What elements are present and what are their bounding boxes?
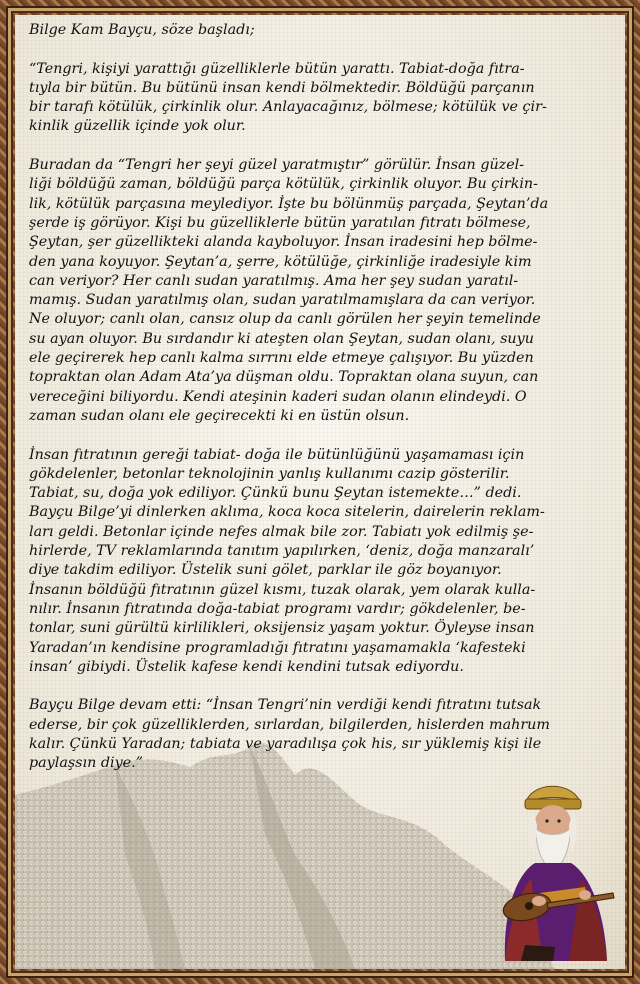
paragraph-2: Buradan da “Tengri her şeyi güzel yaratmıştır” görülür. İnsan güzel- liği böldüğü zaman, böldüğü parça kötülük, çirkinlik oluyor. Bu çirkin- lik, kötülük parçasına meylediyor. İşte bu bölünmüş parçada, Şeytan’da şerde iş görüyor. Kişi bu güzelliklerle bütün yaratılan fıtratı bölmese, Şeytan, şer güzellikteki alanda kayboluyor. İnsan iradesini hep bölme- den yana koyuyor. Şeytan’a, şerre, kötülüğe, çirkinliğe iradesiyle kim can veriyor? Her canlı sudan yaratılmış. Ama her şey sudan yaratıl- mamış. Sudan yaratılmış olan, sudan yaratılmamışlara da can veriyor. Ne oluyor; canlı olan, cansız olup da canlı görülen her şeyin temelinde su ayan oluyor. Bu sırdandır ki ateşten olan Şeytan, sudan olanı, suyu ele geçirerek hep canlı kalma sırrını elde etmeye çalışıyor. Bu yüzden topraktan olan Adam Ata’ya düşman oldu. Topraktan olana suyun, can vereceğini biliyordu. Kendi ateşinin kaderi sudan olanın elindeydi. O zaman sudan olanı ele geçirecekti ki en üstün olsun. <box>29 157 549 424</box>
paragraph-1: “Tengri, kişiyi yarattığı güzelliklerle bütün yarattı. Tabiat-doğa fıtra- tıyla bir bütün. Bu bütünü insan kendi bölmektedir. Böldüğü parçanın bir tarafı kötülük, çirkinlik olur. Anlayacağınız, bölmese; kötülük ve çir- kinlik güzellik içinde yok olur. <box>29 60 547 135</box>
intro-line: Bilge Kam Bayçu, söze başladı; <box>29 22 255 38</box>
paragraph-4: Bayçu Bilge devam etti: “İnsan Tengri’nin verdiği kendi fıtratını tutsak ederse, bir çok güzelliklerden, sırlardan, bilgilerden, hislerden mahrum kalır. Çünkü Yaradan; tabiata ve yaradılışa çok his, sır yüklemiş kişi ile paylaşsın diye.” <box>29 697 550 772</box>
bard-with-lute-illustration <box>485 775 617 961</box>
paragraph-3: İnsan fıtratının gereği tabiat- doğa ile bütünlüğünü yaşamaması için gökdelenler, betonlar teknolojinin yanlış kullanımı cazip gösterilir. Tabiat, su, doğa yok ediliyor. Çünkü bunu Şeytan istemekte…” dedi. Bayçu Bilge’yi dinlerken aklıma, koca koca sitelerin, dairelerin reklam- ları geldi. Betonlar içinde nefes almak bile zor. Tabiatı yok edilmiş şe- hirlerde, TV reklamlarında tanıtım yapılırken, ‘deniz, doğa manzaralı’ diye takdim ediliyor. Üstelik suni gölet, parklar ile göz boyanıyor. İnsanın böldüğü fıtratının güzel kısmı, tuzak olarak, yem olarak kulla- nılır. İnsanın fıtratında doğa-tabiat programı vardır; gökdelenler, be- tonlar, suni gürültü kirlilikleri, oksijensiz yaşam yoktur. Öyleyse insan Yaradan’ın kendisine programladığı fıtratını yaşamamakla ‘kafesteki insan’ gibiydi. Üstelik kafese kendi kendini tutsak ediyordu. <box>29 446 545 675</box>
story-text <box>29 21 619 793</box>
paper-page <box>15 15 625 969</box>
